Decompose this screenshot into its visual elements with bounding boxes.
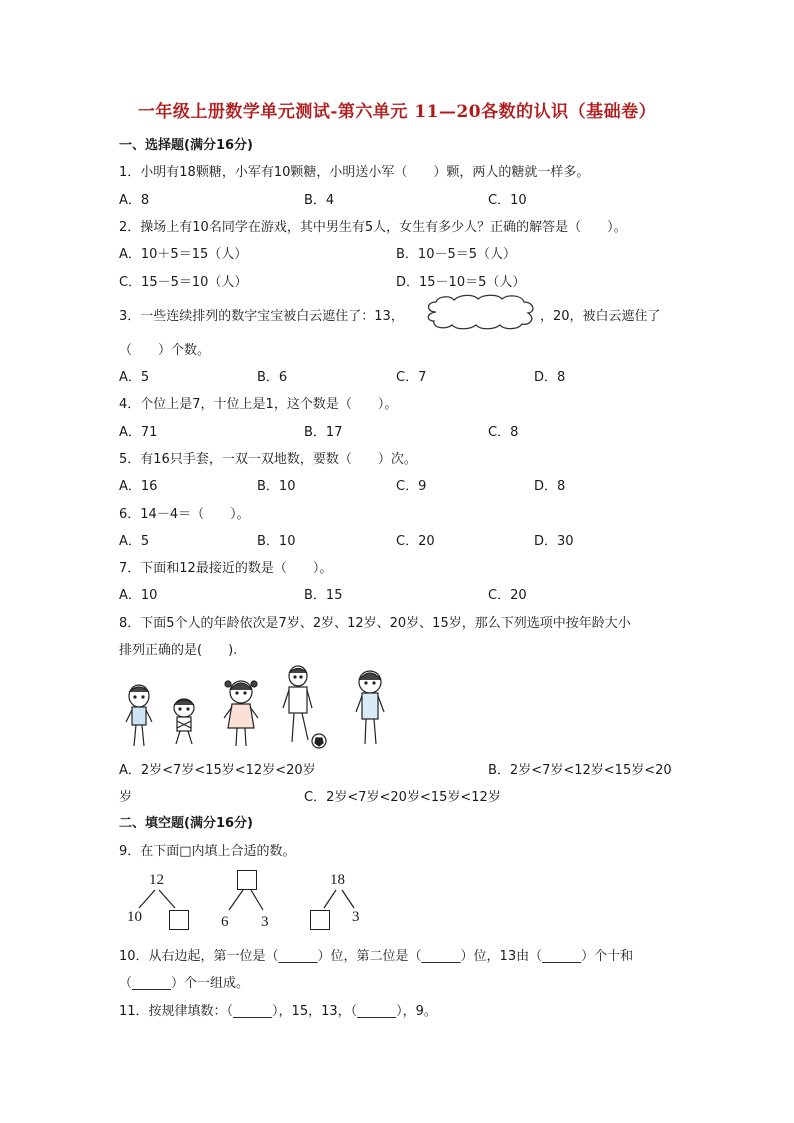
- child-20-figure: [283, 666, 326, 748]
- question-6: 6．14－4＝（ ）。: [119, 507, 250, 522]
- q8-option-b-continued: 岁: [119, 790, 133, 805]
- q7-option-a[interactable]: A．10: [119, 588, 158, 603]
- number-tree-2: [215, 870, 285, 934]
- q7-option-c[interactable]: C．20: [488, 588, 527, 603]
- tree2-left: 6: [221, 914, 229, 930]
- question-8-part1: 8．下面5个人的年龄依次是7岁、2岁、12岁、20岁、15岁，那么下列选项中按年龄大小: [119, 616, 631, 631]
- child-12-figure: [224, 681, 258, 746]
- question-10-part1: 10．从右边起，第一位是（______）位，第二位是（______）位，13由（______）个十和: [119, 949, 634, 964]
- tree1-left: 10: [127, 909, 142, 925]
- q4-option-c[interactable]: C．8: [488, 425, 519, 440]
- q3-option-c[interactable]: C．7: [396, 370, 427, 385]
- question-2: 2．操场上有10名同学在游戏，其中男生有5人，女生有多少人？正确的解答是（ ）。: [119, 220, 627, 235]
- q6-option-b[interactable]: B．10: [257, 534, 296, 549]
- section-fill-heading: 二、填空题(满分16分): [119, 816, 253, 831]
- question-3-part1: 3．一些连续排列的数字宝宝被白云遮住了：13，: [119, 309, 404, 324]
- q2-option-b[interactable]: B．10－5＝5（人）: [396, 247, 517, 262]
- question-8-part2: 排列正确的是( ).: [119, 643, 238, 658]
- child-15-figure: [356, 671, 384, 744]
- child-7-figure: [126, 685, 152, 746]
- question-7: 7．下面和12最接近的数是（ ）。: [119, 561, 333, 576]
- q5-option-a[interactable]: A．16: [119, 479, 158, 494]
- tree2-right: 3: [261, 914, 269, 930]
- q2-option-a[interactable]: A．10＋5＝15（人）: [119, 247, 248, 262]
- section-choice-heading: 一、选择题(满分16分): [119, 138, 253, 153]
- q4-option-b[interactable]: B．17: [304, 425, 343, 440]
- child-2-figure: [174, 699, 194, 744]
- question-11: 11．按规律填数：（______），15，13，（______），9。: [119, 1004, 437, 1019]
- q2-option-c[interactable]: C．15－5＝10（人）: [119, 275, 248, 290]
- q5-option-c[interactable]: C．9: [396, 479, 427, 494]
- q6-option-a[interactable]: A．5: [119, 534, 150, 549]
- q5-option-d[interactable]: D．8: [534, 479, 566, 494]
- q2-option-d[interactable]: D．15－10＝5（人）: [396, 275, 526, 290]
- answer-box[interactable]: [169, 910, 189, 930]
- q6-option-d[interactable]: D．30: [534, 534, 574, 549]
- question-3-part3: （ ）个数。: [119, 343, 211, 358]
- q5-option-b[interactable]: B．10: [257, 479, 296, 494]
- page-title: 一年级上册数学单元测试-第六单元 11—20各数的认识（基础卷）: [137, 102, 657, 122]
- q3-option-a[interactable]: A．5: [119, 370, 150, 385]
- answer-box[interactable]: [310, 910, 330, 930]
- question-3-part2: ，20，被白云遮住了: [540, 309, 661, 324]
- tree3-top: 18: [330, 872, 345, 888]
- q8-option-c[interactable]: C．2岁<7岁<20岁<15岁<12岁: [304, 790, 501, 805]
- q1-option-b[interactable]: B．4: [304, 193, 335, 208]
- tree3-right: 3: [352, 909, 360, 925]
- q6-option-c[interactable]: C．20: [396, 534, 435, 549]
- question-10-part2: （______）个一组成。: [119, 976, 250, 991]
- q3-option-b[interactable]: B．6: [257, 370, 288, 385]
- q1-option-a[interactable]: A．8: [119, 193, 150, 208]
- question-4: 4．个位上是7，十位上是1，这个数是（ ）。: [119, 397, 398, 412]
- number-tree-1: [125, 872, 195, 932]
- q4-option-a[interactable]: A．71: [119, 425, 158, 440]
- q8-option-a[interactable]: A．2岁<7岁<15岁<12岁<20岁: [119, 763, 316, 778]
- q7-option-b[interactable]: B．15: [304, 588, 343, 603]
- cloud-icon: [422, 294, 540, 330]
- question-5: 5．有16只手套，一双一双地数，要数（ ）次。: [119, 452, 417, 467]
- q3-option-d[interactable]: D．8: [534, 370, 566, 385]
- children-illustration: [120, 662, 400, 752]
- q8-option-b[interactable]: B．2岁<7岁<12岁<15岁<20: [488, 763, 672, 778]
- q1-option-c[interactable]: C．10: [488, 193, 527, 208]
- number-tree-3: [308, 872, 378, 932]
- question-9: 9．在下面□内填上合适的数。: [119, 844, 296, 859]
- tree1-top: 12: [149, 872, 164, 888]
- question-1: 1．小明有18颗糖，小军有10颗糖，小明送小军（ ）颗，两人的糖就一样多。: [119, 165, 590, 180]
